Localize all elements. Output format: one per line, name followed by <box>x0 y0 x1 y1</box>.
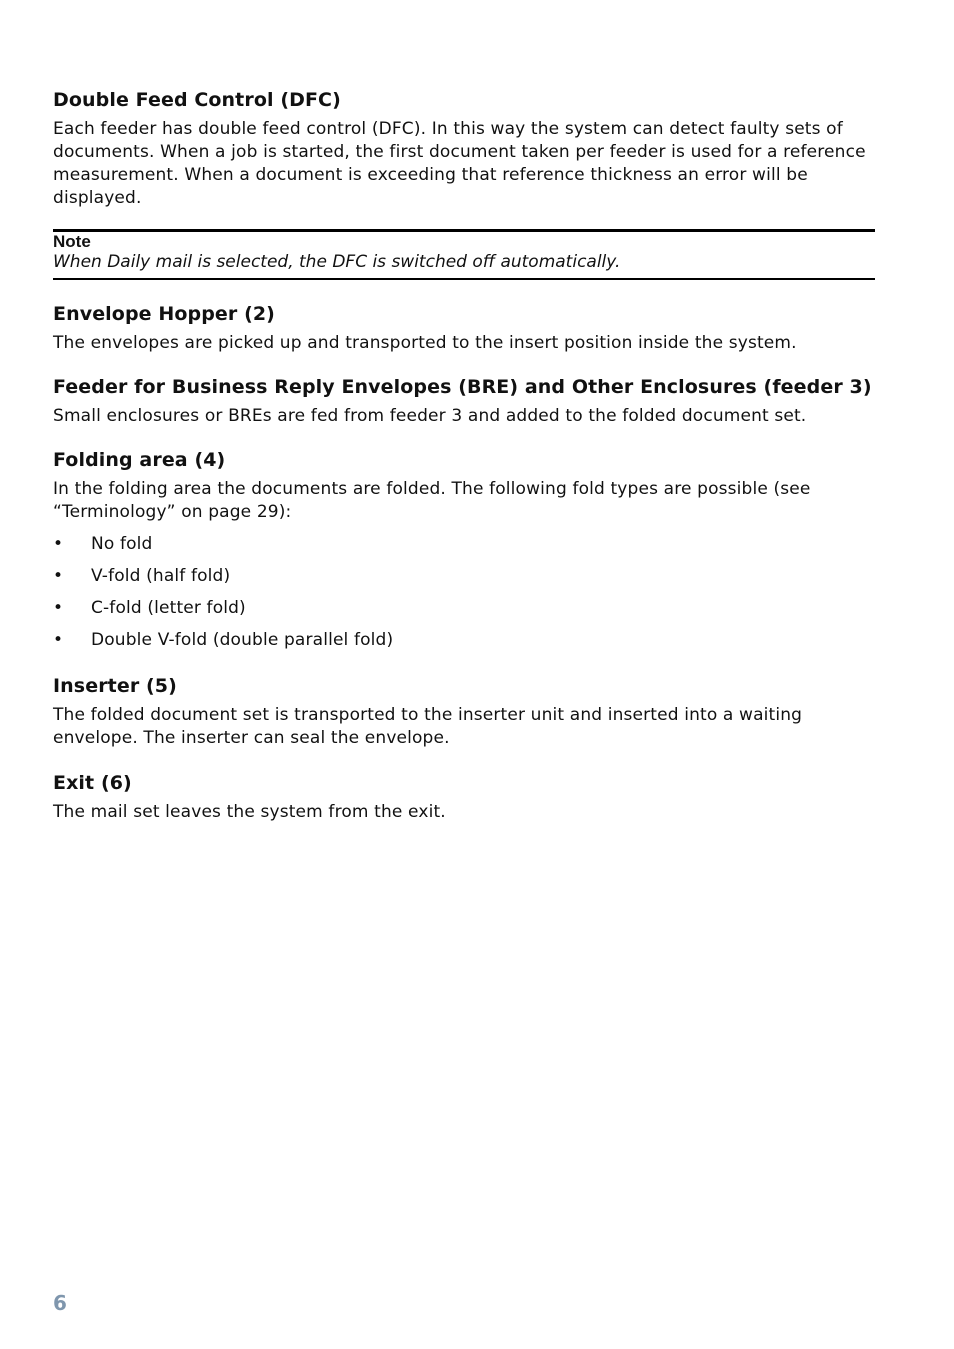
section-envelope-hopper <box>53 304 875 355</box>
note-box <box>53 229 875 280</box>
list-item-text: Double V-fold (double parallel fold) <box>91 630 394 650</box>
section-inserter <box>53 676 875 750</box>
list-item <box>53 597 875 620</box>
bullet-icon: • <box>53 566 64 586</box>
section-body-folding-area: In the folding area the documents are folded. The following fold types are possible (see “Terminology” on page 29): <box>53 479 811 522</box>
list-item-text: No fold <box>91 534 153 554</box>
section-body-exit: The mail set leaves the system from the exit. <box>53 802 446 822</box>
document-page <box>53 90 875 824</box>
note-title: Note <box>53 232 91 251</box>
bullet-icon: • <box>53 534 64 554</box>
section-body-envelope-hopper: The envelopes are picked up and transported to the insert position inside the system. <box>53 333 797 353</box>
section-heading-exit: Exit (6) <box>53 772 132 794</box>
fold-types-list <box>53 533 875 652</box>
note-text: When Daily mail is selected, the DFC is switched off automatically. <box>53 252 621 272</box>
section-heading-dfc: Double Feed Control (DFC) <box>53 89 341 111</box>
list-item-text: V-fold (half fold) <box>91 566 231 586</box>
section-body-bre-feeder: Small enclosures or BREs are fed from feeder 3 and added to the folded document set. <box>53 406 807 426</box>
page-number: 6 <box>53 1291 67 1315</box>
section-folding-area <box>53 450 875 652</box>
section-body-inserter: The folded document set is transported to the inserter unit and inserted into a waiting envelope. The inserter can seal the envelope. <box>53 705 803 748</box>
section-exit <box>53 773 875 824</box>
section-bre-feeder <box>53 377 875 428</box>
list-item <box>53 533 875 556</box>
list-item-text: C-fold (letter fold) <box>91 598 246 618</box>
section-body-dfc: Each feeder has double feed control (DFC). In this way the system can detect faulty sets of documents. When a job is started, the first document taken per feeder is used for a reference measurement. When a document is exceeding that reference thickness an error will be displayed. <box>53 119 866 208</box>
list-item <box>53 565 875 588</box>
section-heading-bre-feeder: Feeder for Business Reply Envelopes (BRE) and Other Enclosures (feeder 3) <box>53 376 872 398</box>
section-heading-folding-area: Folding area (4) <box>53 449 226 471</box>
bullet-icon: • <box>53 598 64 618</box>
list-item <box>53 629 875 652</box>
section-heading-envelope-hopper: Envelope Hopper (2) <box>53 303 275 325</box>
bullet-icon: • <box>53 630 64 650</box>
section-heading-inserter: Inserter (5) <box>53 675 177 697</box>
section-double-feed-control <box>53 90 875 210</box>
